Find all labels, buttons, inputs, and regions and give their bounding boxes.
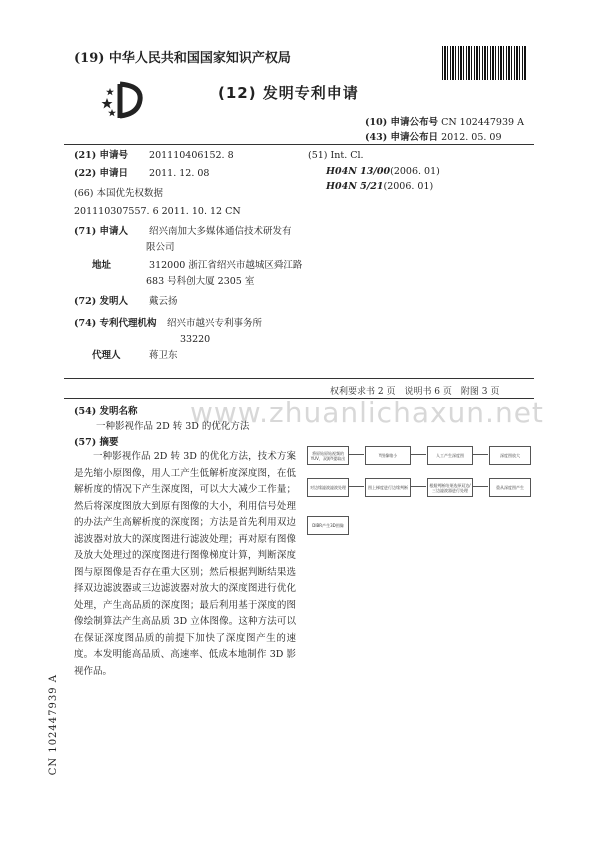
abstract-label: (57) 摘要 [74, 437, 119, 448]
priority-label: (66) 本国优先权数据 [74, 188, 164, 199]
application-date: 2011. 12. 08 [149, 168, 210, 179]
flow-box: 根据判断结果选择双边/三边滤波器进行处理 [427, 478, 473, 497]
agent: 蒋卫东 [149, 350, 178, 361]
applicant-line2: 限公司 [146, 242, 175, 253]
flow-box: 对边缘滤波滤波处理 [307, 478, 349, 497]
address-line2: 683 号科创大厦 2305 室 [146, 276, 255, 287]
agent-label: 代理人 [92, 350, 121, 361]
publication-date-row [365, 129, 502, 143]
flow-box: 人工产生深度图 [427, 446, 473, 465]
ipc-code: H04N 5/21 [326, 181, 384, 192]
publication-number: CN 102447939 A [441, 117, 524, 128]
flow-arrow [472, 486, 488, 487]
agency-label: (74) 专利代理机构 [74, 318, 157, 329]
agent-row [92, 348, 178, 363]
flow-box: Y图像缩小 [365, 446, 411, 465]
ipc-label: (51) Int. Cl. [308, 150, 364, 161]
document-type: (12) 发明专利申请 [218, 84, 359, 102]
flow-arrow [410, 486, 426, 487]
inventor-row [74, 294, 178, 309]
priority-data: 201110307557. 6 2011. 10. 12 CN [74, 206, 241, 217]
watermark: www.zhuanlichaxun.net [190, 396, 544, 429]
ipc-version: (2006. 01) [390, 166, 440, 177]
application-date-label: (22) 申请日 [74, 168, 129, 179]
applicant-row [74, 224, 292, 239]
pages-divider [64, 378, 534, 379]
flow-box: 重从深度图产生 [489, 478, 531, 497]
invention-name: 一种影视作品 2D 转 3D 的优化方法 [96, 421, 250, 432]
ipc-item [326, 164, 440, 179]
flow-box: 图上梯度进行边缘判断 [365, 478, 411, 497]
ipc-item [326, 179, 433, 194]
agency-row [74, 316, 262, 331]
ipc-version: (2006. 01) [383, 181, 434, 192]
publication-date: 2012. 05. 09 [441, 132, 502, 143]
flow-arrow [472, 454, 488, 455]
flow-arrow [348, 454, 364, 455]
flow-box: 将原始原始视频的YUV，双源Y提取出 [307, 446, 349, 465]
inventor: 戴云扬 [149, 296, 178, 307]
sipo-logo [100, 80, 146, 122]
abstract-text: 一种影视作品 2D 转 3D 的优化方法，技术方案是先缩小原图像，用人工产生低解析度深度图，在低解析度的情况下产生深度图，可以大大减少工作量；然后将深度图放大到原有图像的大小，利用信号处理的办法产生高解析度的深度图；方法是首先利用双边滤波器对放大的深度图进行滤波处理；再对原有图像及放大处理过的深度图进行图像梯度计算，判断深度图与原图像是否存在重大区别；然后根据判断结果选择双边滤波器或三边滤波器对放大的深度图进行优化处理，产生高品质的深度图；最后利用基于深度的图像绘制算法产生高品质 3D 立体图像。这种方法可以在保证深度图品质的前提下加快了深度图产生的速度。本发明能高品质、高速率、低成本地制作 3D 影视作品。 [74, 451, 296, 677]
flow-box: 深度图放大 [489, 446, 531, 465]
applicant-label: (71) 申请人 [74, 226, 129, 237]
address-label: 地址 [92, 260, 112, 271]
address-row [92, 258, 302, 273]
publication-date-label: (43) 申请公布日 [365, 132, 439, 143]
office-name: (19) 中华人民共和国国家知识产权局 [74, 51, 291, 66]
flow-box: DIBR产生3D图像 [307, 516, 349, 535]
application-date-row [74, 166, 209, 181]
agency-code: 33220 [180, 334, 211, 345]
barcode [442, 46, 526, 80]
invention-name-label: (54) 发明名称 [74, 406, 138, 417]
side-publication-number: CN 102447939 A [48, 674, 59, 776]
flow-arrow [410, 454, 426, 455]
application-number-label: (21) 申请号 [74, 150, 129, 161]
abstract-flowchart [305, 440, 531, 560]
ipc-code: H04N 13/00 [326, 166, 391, 177]
agency: 绍兴市越兴专利事务所 [167, 318, 263, 329]
application-number-row [74, 148, 234, 163]
header-divider [64, 144, 534, 145]
address-line1: 312000 浙江省绍兴市越城区舜江路 [149, 260, 303, 271]
publication-number-label: (10) 申请公布号 [365, 117, 439, 128]
publication-number-row [365, 114, 524, 128]
flow-arrow [348, 486, 364, 487]
inventor-label: (72) 发明人 [74, 296, 129, 307]
page-count-info: 权利要求书 2 页 说明书 6 页 附图 3 页 [330, 387, 500, 397]
applicant-line1: 绍兴南加大多媒体通信技术研发有 [149, 226, 292, 237]
application-number: 201110406152. 8 [149, 150, 234, 161]
